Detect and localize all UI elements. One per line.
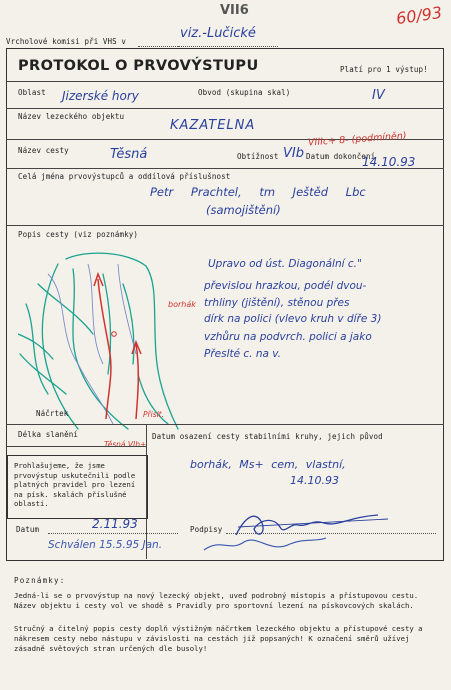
popis-divider bbox=[6, 424, 444, 425]
delka-divider bbox=[6, 446, 146, 447]
valid-note: Platí pro 1 výstup! bbox=[340, 65, 428, 74]
document-number: 60/93 bbox=[394, 2, 444, 29]
title-divider bbox=[6, 81, 444, 82]
datum-dokonceni-label: Datum dokončení bbox=[306, 152, 376, 161]
cesta-value: Těsná bbox=[110, 147, 148, 162]
osazeni-date: 14.10.93 bbox=[290, 474, 339, 487]
prvovystup-note: (samojištění) bbox=[206, 203, 281, 217]
stamp-signature bbox=[200, 532, 330, 558]
header-ref-code: VII6 bbox=[220, 3, 249, 18]
sketch-label-tesna: Těsná VIb+ bbox=[104, 440, 147, 449]
oblast-value: Jizerské hory bbox=[62, 89, 139, 103]
route-sketch bbox=[18, 244, 188, 434]
prvovystup-label: Celá jména prvovýstupců a oddílová příslušnost bbox=[18, 172, 231, 181]
nacrtek-label: Náčrtek bbox=[36, 409, 69, 418]
popis-line: Přeslté c. na v. bbox=[204, 348, 281, 360]
obtiznost-value: VIb bbox=[283, 146, 304, 161]
prohlaseni-text: Prohlašujeme, že jsme prvovýstup uskutečnili podle platných pravidel pro lezení na písk. skalách příslušné oblasti. bbox=[14, 461, 136, 509]
popis-line: Upravo od úst. Diagonální c." bbox=[208, 258, 362, 270]
popis-label: Popis cesty (viz poznámky) bbox=[18, 230, 138, 239]
datum-label: Datum bbox=[16, 525, 40, 534]
sketch-note-borhak: borhák bbox=[168, 300, 196, 309]
notes-label: Poznámky: bbox=[14, 576, 66, 585]
form-title: PROTOKOL O PRVOVÝSTUPU bbox=[18, 58, 259, 74]
sketch-label-prislt: Přislt. bbox=[143, 410, 165, 419]
datum-dots bbox=[48, 533, 178, 534]
oblast-divider bbox=[6, 108, 444, 109]
header-dots bbox=[138, 46, 178, 47]
objekt-value: KAZATELNA bbox=[170, 118, 256, 133]
obtiznost-extra: VIIIc+ 8- (podmíněn) bbox=[307, 130, 407, 149]
notes-para-2: Stručný a čitelný popis cesty doplň výstižným náčrtkem lezeckého objektu a přístupové cesty a nákresem cesty nebo nástupu v závislosti na cestách již popsaných! K označení směrů užívej zásadně světových stran určených dle busoly! bbox=[14, 624, 423, 654]
objekt-label: Název lezeckého objektu bbox=[18, 112, 125, 121]
header-typed-line: Vrcholové komisi při VHS v bbox=[6, 37, 126, 46]
prvovystup-value: Petr Prachtel, tm Ještěd Lbc bbox=[150, 185, 366, 199]
popis-line: dírk na polici (vlevo kruh v díře 3) bbox=[204, 313, 382, 325]
approval-stamp: Schválen 15.5.95 Jan. bbox=[48, 539, 163, 551]
header-dest-line bbox=[178, 46, 278, 47]
podpisy-label: Podpisy bbox=[190, 525, 223, 534]
obvod-label: Obvod (skupina skal) bbox=[198, 88, 291, 97]
prvovystup-divider bbox=[6, 225, 444, 226]
popis-line: vzhůru na podvrch. polici a jako bbox=[204, 331, 372, 343]
obtiznost-label: Obtížnost bbox=[237, 152, 279, 161]
datum-value: 2.11.93 bbox=[92, 517, 138, 531]
obvod-value: IV bbox=[372, 88, 385, 103]
notes-para-1: Jedná-li se o prvovýstup na nový lezecký objekt, uveď podrobný místopis a přístupovou cestu. Název objektu i cesty vol ve shodě s Pravidly pro sportovní lezení na pískovcových skalách. bbox=[14, 591, 419, 611]
cesta-divider bbox=[6, 168, 444, 169]
cesta-label: Název cesty bbox=[18, 146, 69, 155]
header-destination: viz.-Lučické bbox=[180, 26, 256, 41]
osazeni-value: borhák, Ms+ cem, vlastní, bbox=[190, 458, 346, 471]
popis-line: převislou hrazkou, podél dvou- bbox=[204, 280, 367, 292]
datum-dokonceni-value: 14.10.93 bbox=[362, 155, 416, 169]
popis-line: trhliny (jištění), stěnou přes bbox=[204, 297, 350, 309]
oblast-label: Oblast bbox=[18, 88, 46, 97]
osazeni-label: Datum osazení cesty stabilními kruhy, jejich původ bbox=[152, 432, 383, 441]
delka-label: Délka slanění bbox=[18, 430, 78, 439]
